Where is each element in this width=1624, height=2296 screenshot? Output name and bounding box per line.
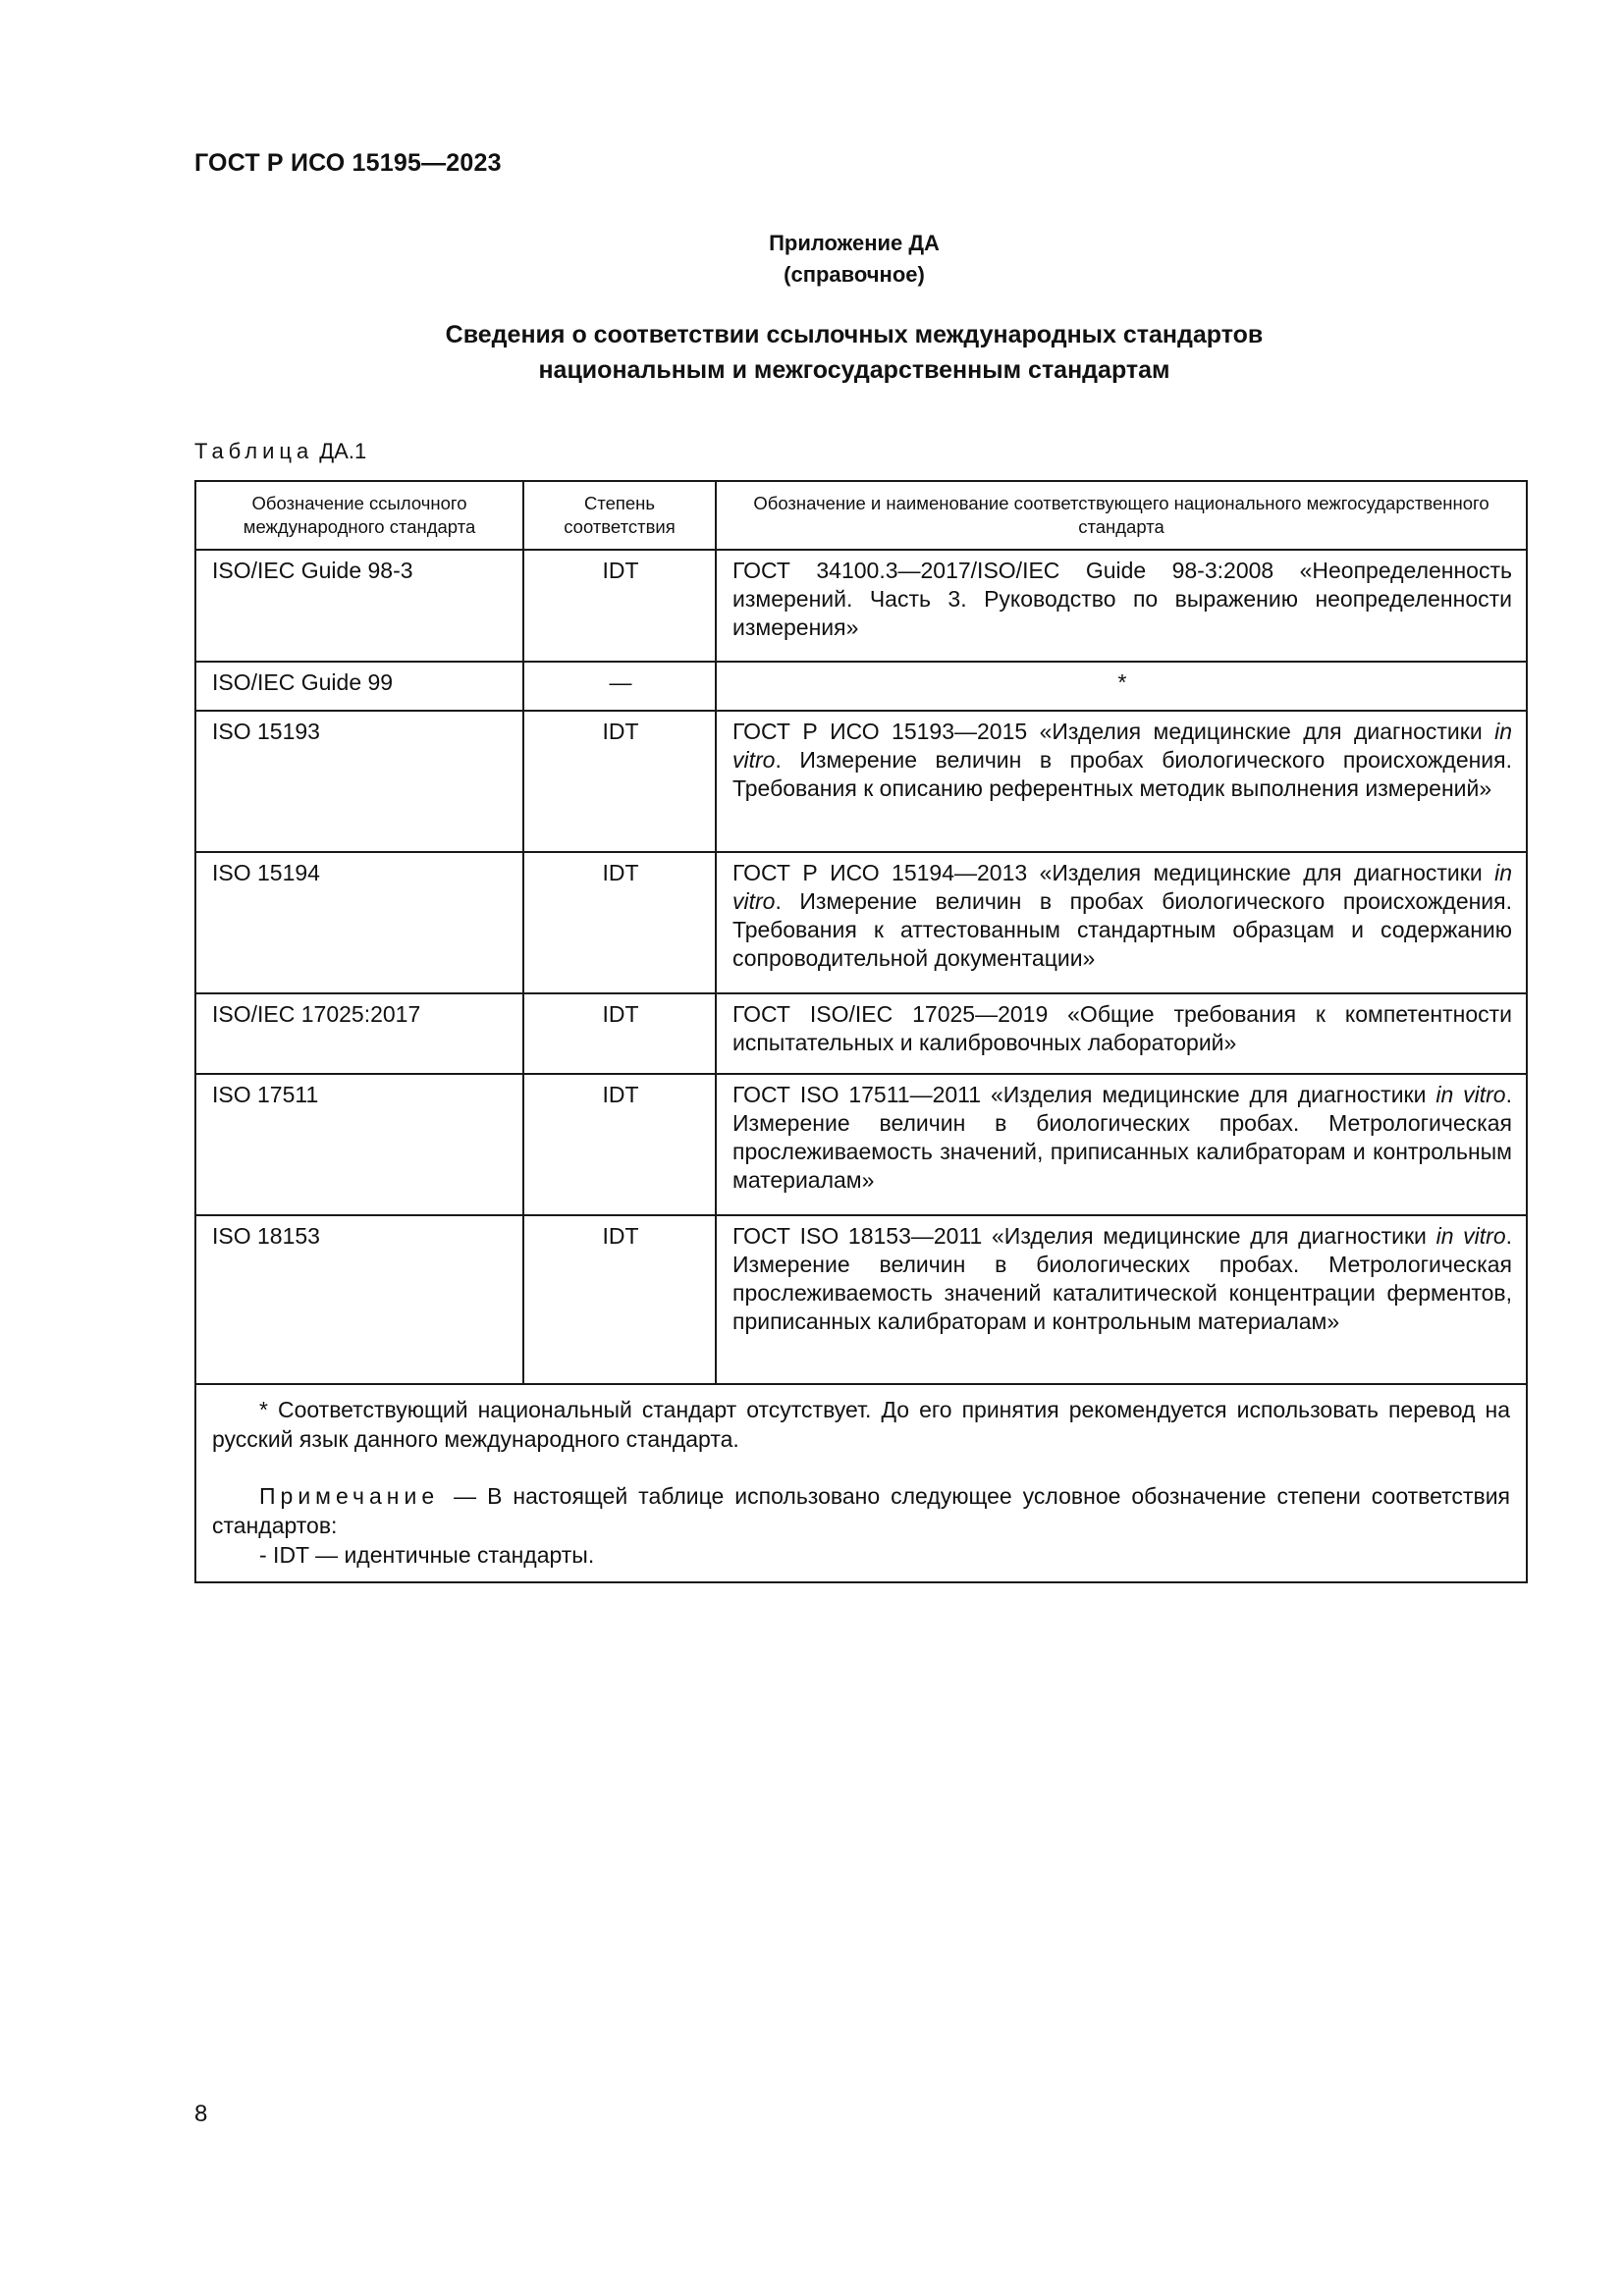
cell-national: * (716, 662, 1527, 711)
cell-standard: ISO/IEC Guide 99 (195, 662, 523, 711)
note-list-item: - IDT — идентичные стандарты. (259, 1542, 595, 1568)
national-text-end: . Измерение величин в пробах биологического происхождения. Требования к описанию референтных методик выполнения измерений» (732, 747, 1512, 801)
table-row (195, 711, 1527, 852)
section-heading (0, 317, 1624, 388)
cell-standard: ISO/IEC Guide 98-3 (195, 550, 523, 662)
national-text-italic: in vitro (1435, 1223, 1506, 1249)
footnote-text: * Соответствующий национальный стандарт отсутствует. До его принятия рекомендуется использовать перевод на русский язык данного международного стандарта. (212, 1397, 1510, 1452)
cell-standard: ISO/IEC 17025:2017 (195, 993, 523, 1074)
cell-degree: IDT (523, 852, 716, 993)
table-header-row (195, 481, 1527, 550)
cell-national (716, 852, 1527, 993)
national-text-start: ГОСТ ISO 18153—2011 «Изделия медицинские для диагностики (732, 1223, 1436, 1249)
document-code: ГОСТ Р ИСО 15195—2023 (194, 149, 502, 177)
table-row (195, 1215, 1527, 1384)
cell-degree: IDT (523, 993, 716, 1074)
note-label: Примечание (259, 1483, 440, 1509)
national-text-end: . Измерение величин в пробах биологического происхождения. Требования к аттестованным стандартным образцам и содержанию сопроводительной документации» (732, 888, 1512, 971)
cell-degree: IDT (523, 550, 716, 662)
table-footnote-cell (195, 1384, 1527, 1582)
table-label-number: ДА.1 (319, 439, 367, 463)
note-text (212, 1481, 1510, 1540)
national-text-end: . Измерение величин в биологических пробах. Метрологическая прослеживаемость значений, приписанных калибраторам и контрольным материалам» (732, 1082, 1512, 1193)
cell-national (716, 711, 1527, 852)
cell-national: ГОСТ 34100.3—2017/ISO/IEC Guide 98-3:2008 «Неопределенность измерений. Часть 3. Руководство по выражению неопределенности измерения» (716, 550, 1527, 662)
heading-line-1: Сведения о соответствии ссылочных международных стандартов (445, 321, 1264, 348)
national-text-italic: in vitro (732, 719, 1512, 773)
cell-national: ГОСТ ISO/IEC 17025—2019 «Общие требования к компетентности испытательных и калибровочных лабораторий» (716, 993, 1527, 1074)
table-label (194, 439, 366, 464)
cell-national (716, 1074, 1527, 1215)
header-national-standard: Обозначение и наименование соответствующего национального межгосударственного стандарта (716, 481, 1527, 550)
table-row (195, 662, 1527, 711)
note-body: — В настоящей таблице использовано следующее условное обозначение степени соответствия стандартов: (212, 1483, 1510, 1538)
table-label-word: Таблица (194, 439, 314, 463)
table-row (195, 1074, 1527, 1215)
cell-standard: ISO 15193 (195, 711, 523, 852)
annex-subtitle: (справочное) (784, 262, 925, 287)
national-text-start: ГОСТ Р ИСО 15194—2013 «Изделия медицинские для диагностики (732, 860, 1495, 885)
national-text-end: . Измерение величин в биологических пробах. Метрологическая прослеживаемость значений каталитической концентрации ферментов, приписанных калибраторам и контрольным материалам» (732, 1223, 1512, 1334)
annex-title-block (0, 228, 1624, 291)
header-international-standard: Обозначение ссылочного международного стандарта (195, 481, 523, 550)
cell-degree: IDT (523, 1215, 716, 1384)
table-footnote-row (195, 1384, 1527, 1582)
annex-title: Приложение ДА (769, 231, 940, 255)
correspondence-table (194, 480, 1528, 1583)
national-text-start: ГОСТ Р ИСО 15193—2015 «Изделия медицинские для диагностики (732, 719, 1495, 744)
header-degree: Степень соответствия (523, 481, 716, 550)
cell-degree: IDT (523, 711, 716, 852)
heading-line-2: национальным и межгосударственным стандартам (538, 356, 1170, 384)
national-text-italic: in vitro (1435, 1082, 1506, 1107)
table-row (195, 550, 1527, 662)
cell-standard: ISO 18153 (195, 1215, 523, 1384)
page-number: 8 (194, 2101, 208, 2127)
cell-degree: IDT (523, 1074, 716, 1215)
national-text-italic: in vitro (732, 860, 1512, 914)
table-row (195, 993, 1527, 1074)
national-text-start: ГОСТ ISO 17511—2011 «Изделия медицинские для диагностики (732, 1082, 1436, 1107)
cell-degree: — (523, 662, 716, 711)
cell-standard: ISO 15194 (195, 852, 523, 993)
table-row (195, 852, 1527, 993)
cell-standard: ISO 17511 (195, 1074, 523, 1215)
cell-national (716, 1215, 1527, 1384)
